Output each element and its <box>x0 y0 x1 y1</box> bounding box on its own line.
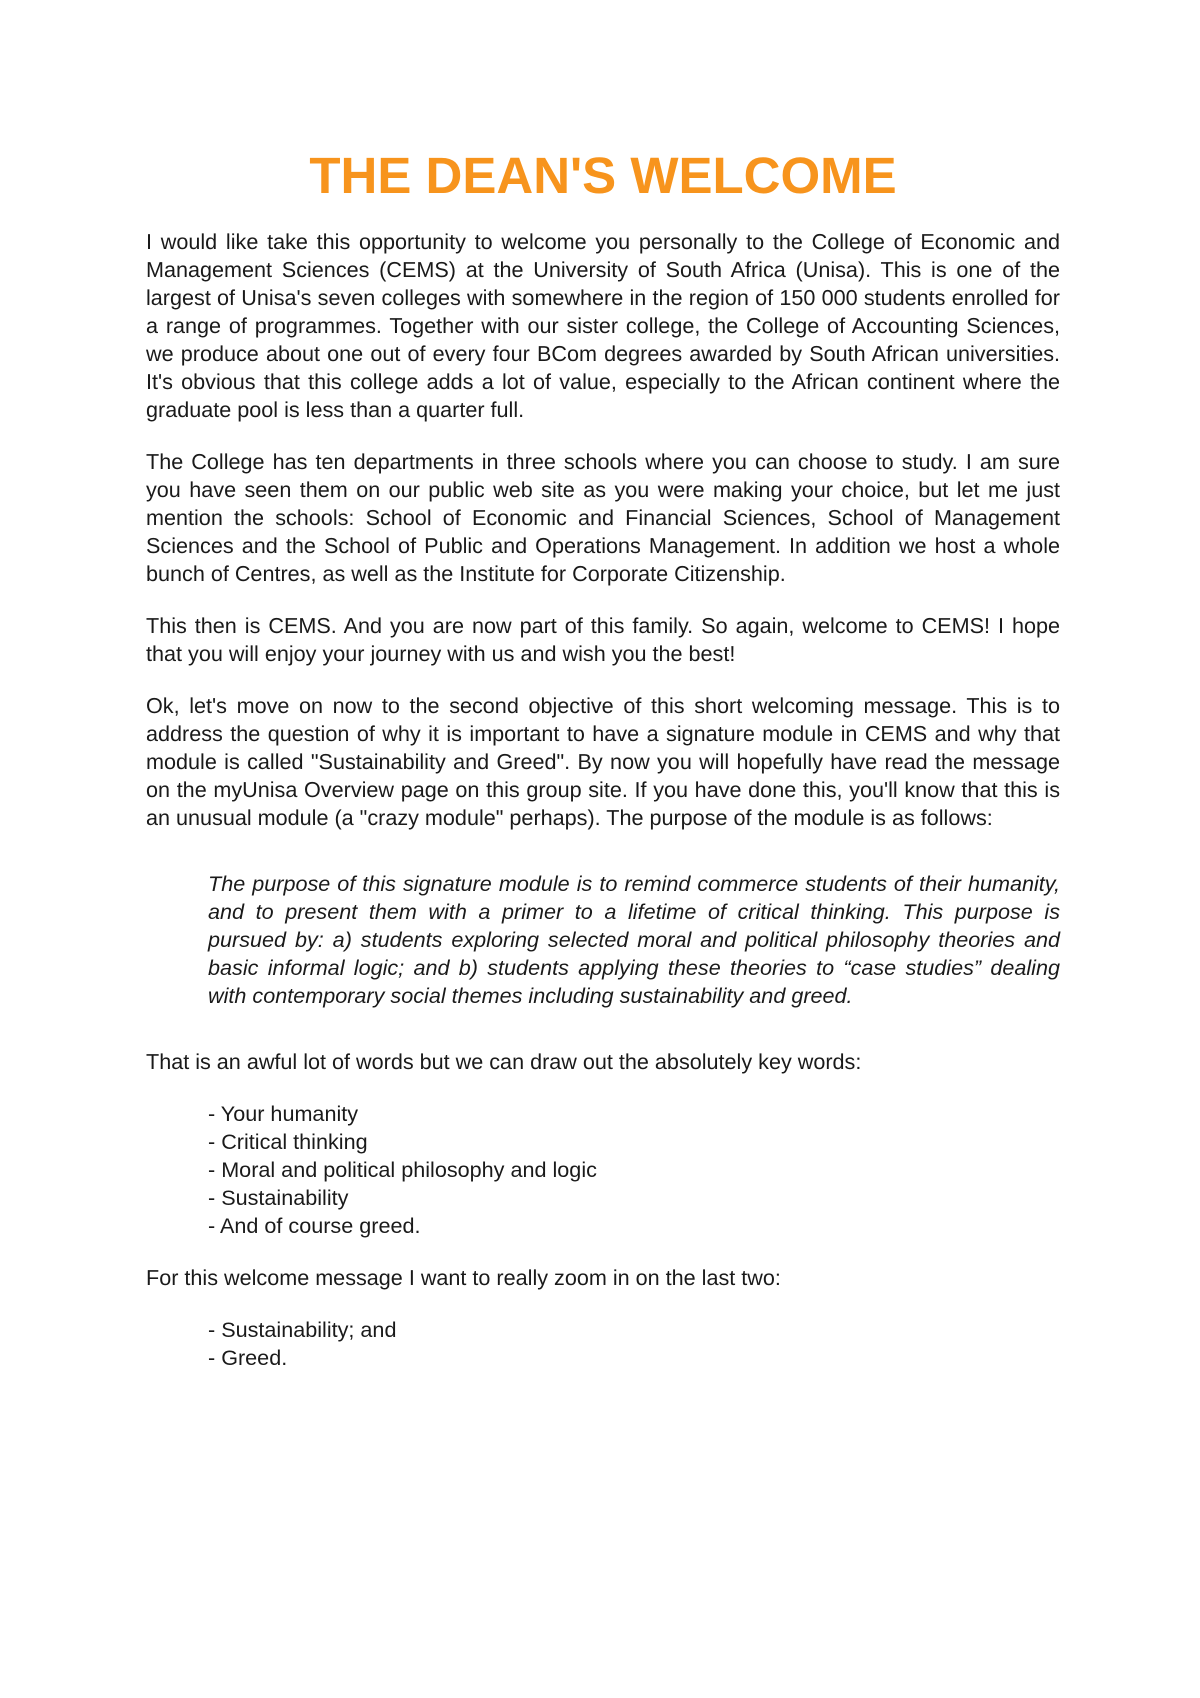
key-words-list <box>208 1100 1060 1240</box>
paragraph-departments: The College has ten departments in three schools where you can choose to study. I am sure you have seen them on our public web site as you were making your choice, but let me just mention the schools: School of Economic and Financial Sciences, School of Management Sciences and the School of Public and Operations Management. In addition we host a whole bunch of Centres, as well as the Institute for Corporate Citizenship. <box>146 449 1060 586</box>
list-item: - Sustainability <box>208 1185 349 1210</box>
last-two-list <box>208 1316 1060 1372</box>
list-item: - Your humanity <box>208 1101 359 1126</box>
page-title: THE DEAN'S WELCOME <box>309 147 897 204</box>
paragraph-key-words: That is an awful lot of words but we can draw out the absolutely key words: <box>146 1049 862 1074</box>
list-item: - Sustainability; and <box>208 1317 397 1342</box>
list-item: - Greed. <box>208 1345 288 1370</box>
paragraph-family: This then is CEMS. And you are now part of this family. So again, welcome to CEMS! I hope that you will enjoy your journey with us and wish you the best! <box>146 613 1060 666</box>
document-page <box>146 0 1060 1372</box>
list-item: - And of course greed. <box>208 1213 421 1238</box>
paragraph-objective: Ok, let's move on now to the second objective of this short welcoming message. This is to address the question of why it is important to have a signature module in CEMS and why that module is called "Sustainability and Greed". By now you will hopefully have read the message on the myUnisa Overview page on this group site. If you have done this, you'll know that this is an unusual module (a "crazy module" perhaps). The purpose of the module is as follows: <box>146 693 1060 830</box>
list-item: - Moral and political philosophy and logic <box>208 1157 597 1182</box>
paragraph-zoom-in: For this welcome message I want to really zoom in on the last two: <box>146 1265 781 1290</box>
paragraph-intro: I would like take this opportunity to welcome you personally to the College of Economic and Management Sciences (CEMS) at the University of South Africa (Unisa). This is one of the largest of Unisa's seven colleges with somewhere in the region of 150 000 students enrolled for a range of programmes. Together with our sister college, the College of Accounting Sciences, we produce about one out of every four BCom degrees awarded by South African universities. It's obvious that this college adds a lot of value, especially to the African continent where the graduate pool is less than a quarter full. <box>146 229 1060 422</box>
list-item: - Critical thinking <box>208 1129 368 1154</box>
module-purpose-quote: The purpose of this signature module is to remind commerce students of their humanity, and to present them with a primer to a lifetime of critical thinking. This purpose is pursued by: a) students exploring selected moral and political philosophy theories and basic informal logic; and b) students applying these theories to “case studies” dealing with contemporary social themes including sustainability and greed. <box>208 871 1060 1008</box>
